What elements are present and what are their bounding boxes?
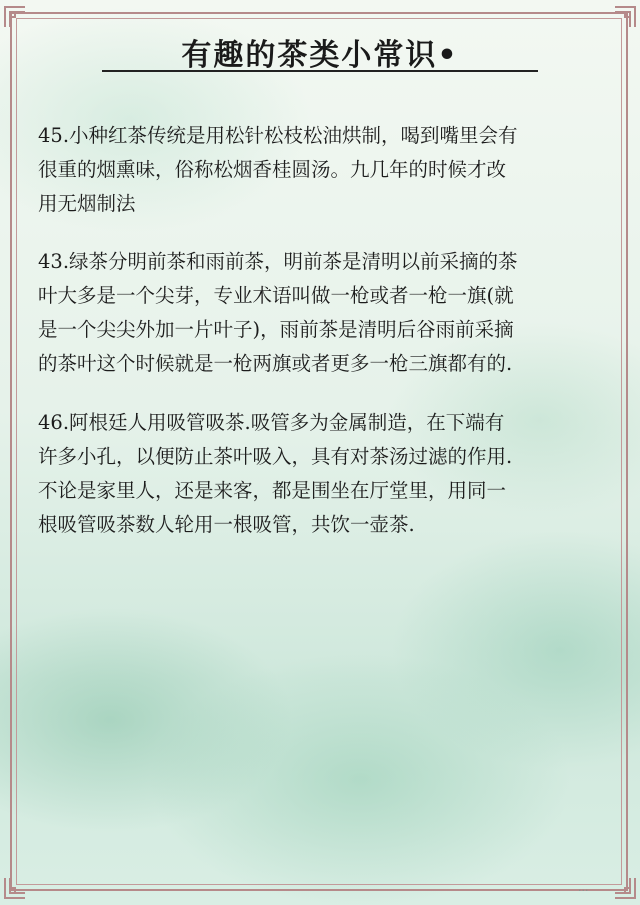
tea-fact-paragraph [38, 119, 608, 221]
watermark: ··· [578, 884, 589, 897]
paragraph-line: 叶大多是一个尖芽，专业术语叫做一枪或者一枪一旗(就 [38, 284, 514, 307]
page-title: 有趣的茶类小常识• [181, 38, 459, 73]
paragraph-line: 用无烟制法 [38, 192, 136, 215]
paragraph-line: 很重的烟熏味，俗称松烟香桂圆汤。九几年的时候才改 [38, 158, 507, 181]
paragraph-line: 的茶叶这个时候就是一枪两旗或者更多一枪三旗都有的. [38, 352, 513, 375]
paragraph-line: 46.阿根廷人用吸管吸茶.吸管多为金属制造，在下端有 [38, 411, 505, 434]
paragraph-line: 许多小孔，以便防止茶叶吸入，具有对茶汤过滤的作用. [38, 445, 513, 468]
paragraph-line: 根吸管吸茶数人轮用一根吸管，共饮一壶茶. [38, 513, 415, 536]
title-underline [102, 70, 538, 72]
paragraph-line: 45.小种红茶传统是用松针松枝松油烘制，喝到嘴里会有 [38, 124, 518, 147]
corner-ornament-icon [4, 877, 26, 899]
corner-ornament-icon [4, 6, 26, 28]
tea-fact-paragraph [38, 406, 608, 542]
tea-fact-paragraph [38, 245, 608, 381]
corner-ornament-icon [614, 6, 636, 28]
paragraph-line: 43.绿茶分明前茶和雨前茶，明前茶是清明以前采摘的茶 [38, 250, 518, 273]
paragraph-line: 是一个尖尖外加一片叶子)，雨前茶是清明后谷雨前采摘 [38, 318, 514, 341]
corner-ornament-icon [614, 877, 636, 899]
paragraph-line: 不论是家里人，还是来客，都是围坐在厅堂里，用同一 [38, 479, 507, 502]
